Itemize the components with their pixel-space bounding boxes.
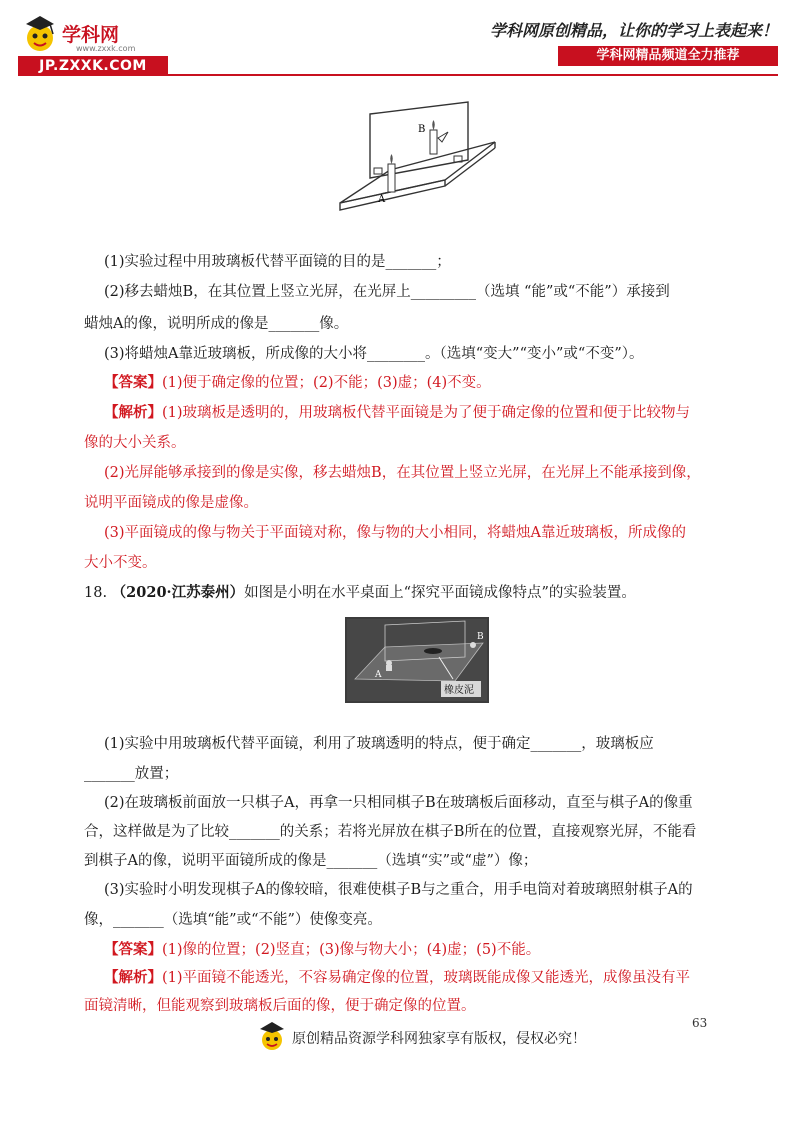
zxxk-logo[interactable] [18,14,168,74]
logo-text: 学科网 [62,24,120,46]
q17-answer-tag: 【答案】 [104,374,162,391]
q17-answer-text: (1)便于确定像的位置；(2)不能；(3)虚；(4)不变。 [162,375,491,391]
q17-analysis2b: 说明平面镜成的像是虚像。 [84,495,258,511]
page-number: 63 [692,1016,708,1030]
q18-part2-line1: (2)在玻璃板前面放一只棋子A，再拿一只相同棋子B在玻璃板后面移动，直至与棋子A的像重 [104,795,693,811]
header-slogan: 学科网原创精品，让你的学习上表起来！ [489,21,778,40]
q18-part1-line1: (1)实验中用玻璃板代替平面镜，利用了玻璃透明的特点，便于确定_______，玻璃板应 [104,736,654,752]
header-channel-badge: 学科网精品频道全力推荐 [558,46,778,66]
q17-analysis1a: (1)玻璃板是透明的，用玻璃板代替平面镜是为了便于确定像的位置和便于比较物与 [162,405,691,421]
q17-analysis3b: 大小不变。 [84,555,157,571]
q17-analysis2a: (2)光屏能够承接到的像是实像，移去蜡烛B，在其位置上竖立光屏，在光屏上不能承接到像， [104,465,701,481]
q18-answer-text: (1)像的位置；(2)竖直；(3)像与物大小；(4)虚；(5)不能。 [162,942,541,958]
q18-analysis-line1 [104,968,704,988]
q17-analysis-line1 [104,403,704,423]
q17-part2-line1: (2)移去蜡烛B，在其位置上竖立光屏，在光屏上_________（选填 “能”或“不能”）承接到 [104,284,670,300]
q17-analysis3a: (3)平面镜成的像与物关于平面镜对称，像与物的大小相同，将蜡烛A靠近玻璃板，所成像的 [104,525,687,541]
q18-answer-tag: 【答案】 [104,941,162,958]
q17-part2-line2: 蜡烛A的像，说明所成的像是_______像。 [84,316,349,332]
q18-part3-line2: 像，_______（选填“能”或“不能”）使像变亮。 [84,912,382,928]
page-footer [258,1020,588,1056]
figure-chess-experiment [345,617,489,703]
q18-part1-line2: _______放置； [84,766,179,782]
header-divider [18,74,778,76]
logo-url-small: www.zxxk.com [76,44,136,53]
q18-part2-line3: 到棋子A的像，说明平面镜所成的像是_______（选填“实”或“虚”）像； [84,853,538,869]
q18-answer [104,940,704,960]
q18-number: 18. [84,585,108,601]
figure1-label-b: B [418,124,426,135]
q17-part1: (1)实验过程中用玻璃板代替平面镜的目的是_______； [104,254,451,270]
figure2-label-b: B [477,632,484,642]
mascot-icon [20,14,60,56]
q18-analysis-tag: 【解析】 [104,969,162,986]
q17-analysis1b: 像的大小关系。 [84,435,186,451]
q17-analysis-tag: 【解析】 [104,404,162,421]
logo-domain: JP.ZXXK.COM [18,56,168,76]
q18-heading [84,583,684,603]
q18-analysis1b: 面镜清晰，但能观察到玻璃板后面的像，便于确定像的位置。 [84,998,476,1014]
figure-candle-experiment [330,98,500,226]
figure2-label-a: A [375,670,382,680]
figure1-label-a: A [378,194,386,205]
footer-copyright: 原创精品资源学科网独家享有版权，侵权必究！ [292,1031,586,1047]
page-header [0,0,800,80]
q17-answer [104,373,704,393]
mascot-icon [258,1020,286,1054]
q18-analysis1a: (1)平面镜不能透光，不容易确定像的位置，玻璃既能成像又能透光，成像虽没有平 [162,970,691,986]
q18-part2-line2: 合，这样做是为了比较_______的关系；若将光屏放在棋子B所在的位置，直接观察光屏，不能看 [84,824,697,840]
q18-stem: 如图是小明在水平桌面上“探究平面镜成像特点”的实验装置。 [244,585,636,601]
figure2-label-clay: 橡皮泥 [444,685,474,696]
q18-source: （2020·江苏泰州） [111,584,245,601]
q18-part3-line1: (3)实验时小明发现棋子A的像较暗，很难使棋子B与之重合，用手电筒对着玻璃照射棋子A的 [104,882,693,898]
q17-part3: (3)将蜡烛A靠近玻璃板，所成像的大小将________。（选填“变大”“变小”或“不变”）。 [104,346,644,362]
